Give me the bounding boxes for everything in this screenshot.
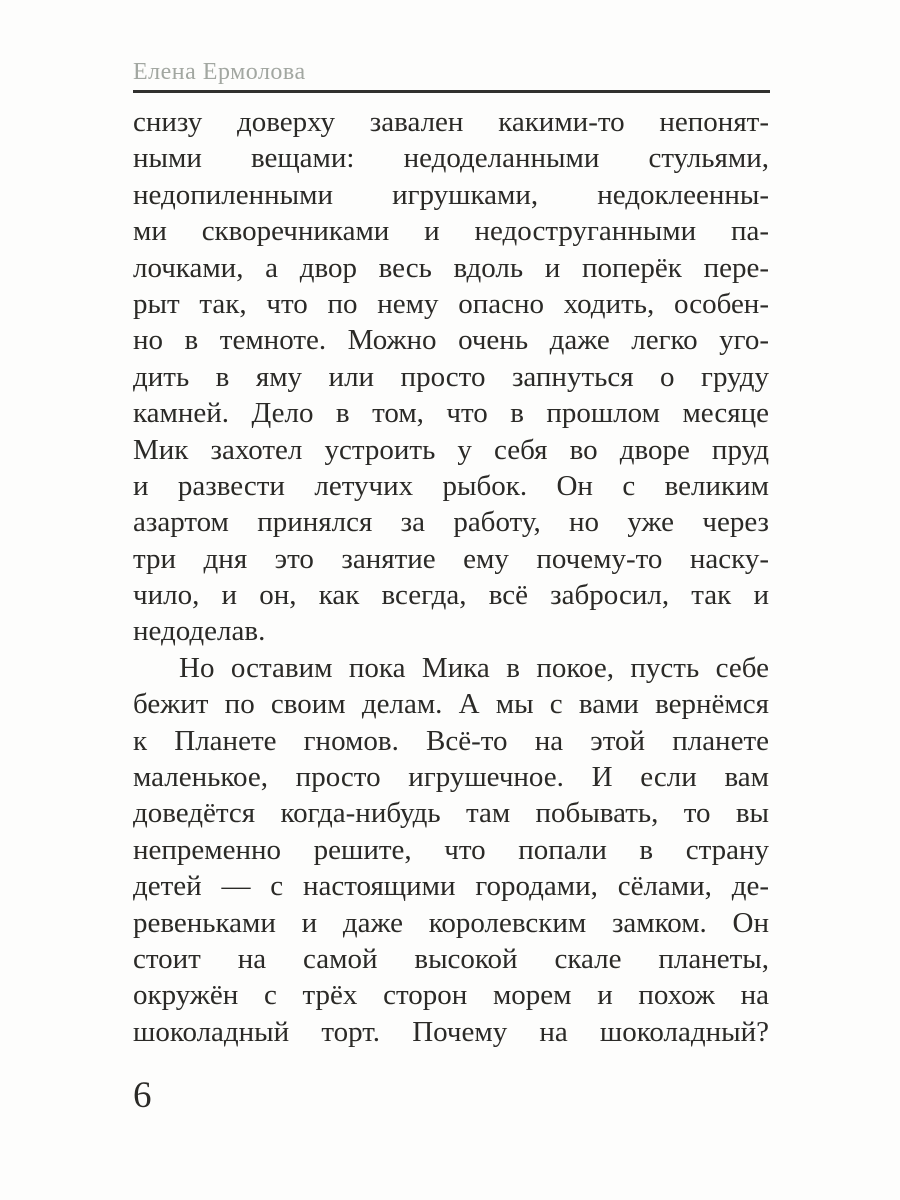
text-line: ревеньками и даже королевским замком. Он [133,906,769,939]
text-line: бежит по своим делам. А мы с вами вернёмся [133,688,769,721]
text-line: ными вещами: недоделанными стульями, [133,142,769,175]
text-line: и развести летучих рыбок. Он с великим [133,469,769,502]
text-line: к Планете гномов. Всё-то на этой планете [133,724,769,757]
text-line: ми скворечниками и недоструганными па- [133,215,769,248]
text-line: камней. Дело в том, что в прошлом месяце [133,397,769,430]
text-line: маленькое, просто игрушечное. И если вам [133,761,769,794]
text-line: снизу доверху завален какими-то непонят- [133,106,769,138]
text-line: лочками, а двор весь вдоль и поперёк пере- [133,251,769,284]
text-line: три дня это занятие ему почему-то наску- [133,542,769,575]
text-line: недоделав. [133,615,266,648]
text-line: непременно решите, что попали в страну [133,833,769,866]
text-line: но в темноте. Можно очень даже легко уго- [133,324,769,357]
text-line: Мик захотел устроить у себя во дворе пруд [133,433,769,466]
text-line: чило, и он, как всегда, всё забросил, так и [133,579,769,612]
text-line: шоколадный торт. Почему на шоколадный? [133,1015,769,1048]
body-text [133,104,769,1050]
page-number: 6 [133,1075,152,1116]
text-line: стоит на самой высокой скале планеты, [133,942,769,975]
text-line: рыт так, что по нему опасно ходить, особен- [133,287,769,320]
header-rule [133,90,770,93]
text-line: доведётся когда-нибудь там побывать, то вы [133,797,769,830]
text-line: азартом принялся за работу, но уже через [133,506,769,539]
text-line: Но оставим пока Мика в покое, пусть себе [179,651,769,684]
text-line: недопиленными игрушками, недоклеенны- [133,178,769,211]
running-header: Елена Ермолова [133,59,306,85]
text-line: окружён с трёх сторон морем и похож на [133,979,769,1012]
text-line: детей — с настоящими городами, сёлами, де- [133,870,769,903]
text-line: дить в яму или просто запнуться о груду [133,360,769,393]
